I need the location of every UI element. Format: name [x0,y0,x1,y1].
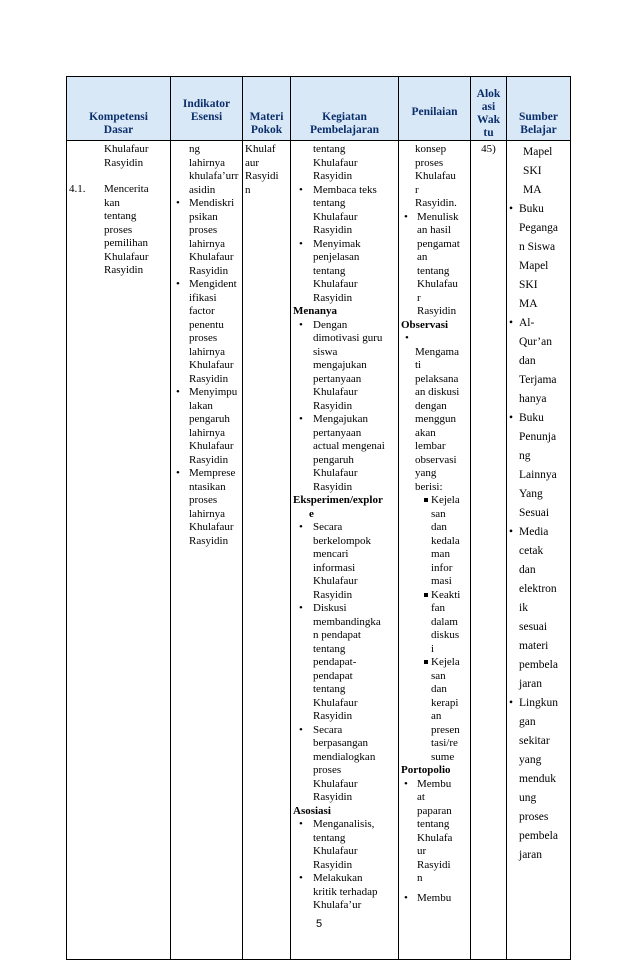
text-line: observasi [415,453,457,466]
text-line: • Buku [519,203,544,215]
kegiatan-item [293,602,396,724]
text-line: • Menganalisis, [313,818,375,830]
text-line: n Siswa [519,241,556,253]
text-line: presen [431,723,460,736]
kegiatan-mengamati-list [293,184,396,306]
text-line: Rasyidi [245,170,279,182]
text-line: ung [519,792,537,804]
cell-kompetensi-dasar [67,141,171,960]
indikator-item [173,467,240,548]
text-line: ik [519,602,528,614]
text-line: kerapi [431,696,459,709]
text-line: tentang [313,831,346,844]
text-line: lahirnya [189,237,226,250]
cell-kegiatan-pembelajaran [291,141,399,960]
text-line: asidin [189,183,216,196]
text-line: lahirnya [189,507,226,520]
text-line: proses [415,156,444,169]
text-line: at [417,791,425,803]
text-line: Penunja [519,431,557,443]
text-line: Khulafaur [104,250,149,263]
text-line: • Buku [519,412,544,424]
text-line: Rasyidin [313,710,353,722]
kegiatan-asosiasi-list [293,818,396,913]
text-line: • Membu [417,891,452,904]
text-line: san [431,507,446,520]
text-line: Khulafaur [313,845,358,857]
indikator-item [173,386,240,467]
text-line: pengamat [417,237,460,250]
text-line: pemilihan [104,237,148,249]
text-line: dimotivasi guru [313,332,383,344]
text-line: • Mengident [189,278,237,290]
page-number: 5 [315,918,323,930]
text-line: materi [519,640,549,652]
penilaian-portopolio-title: Portopolio [401,764,451,776]
text-line: • Diskusi [313,602,347,614]
text-line: infor [431,561,453,574]
text-line: r [415,183,419,196]
penilaian-continuation [401,143,468,211]
cell-penilaian [399,141,471,960]
text-line: yang [415,467,437,479]
text-line: an diskusi [415,386,460,398]
text-line: Khulafaur [313,156,358,169]
sumber-continuation [509,143,568,200]
kegiatan-menanya-list [293,319,396,495]
kegiatan-item [293,521,396,602]
text-line: ntasikan [189,480,226,493]
text-line: Khulafaur [313,467,358,479]
kegiatan-continuation [293,143,396,184]
text-line: berkelompok [313,534,372,547]
table-row [67,141,571,960]
text-line: dan [519,355,536,367]
text-line: • Dengan [313,318,348,331]
portopolio-item [401,778,468,886]
text-line: Rasyidin [104,264,144,276]
text-line: menggun [415,413,456,425]
text-line: pembela [519,830,558,842]
sumber-item [509,200,568,314]
text-line: membandingka [313,615,381,628]
text-line: Mencerita [104,183,149,195]
sumber-item [509,523,568,694]
text-line: Keakti [431,588,461,601]
text-line: Khulafaur [313,278,358,290]
text-line: Khulafa’ur [313,899,362,911]
text-line: pengaruh [313,453,354,466]
text-line: Qur’an [519,336,552,348]
text-line: Kejela [431,494,460,506]
header-kompetensi-dasar: Kompetensi Dasar [67,77,171,141]
penilaian-menulis-list [401,211,468,319]
text-line: pendapat [313,669,353,682]
text-line: mencari [313,548,349,560]
text-line: akan [415,426,436,439]
text-line: dan [519,564,536,576]
kegiatan-eksperimen-list [293,521,396,805]
sumber-item [509,314,568,409]
text-line: pertanyaan [313,426,362,439]
text-line: Rasyidin [189,534,229,547]
text-line: lahirnya [189,156,226,169]
text-line: sume [431,750,455,763]
observasi-item [423,589,468,657]
text-line: Mapel [523,146,553,158]
text-line: n [417,872,423,884]
text-line: tentang [313,197,346,209]
text-line: menduk [519,773,557,785]
text-line: • Membaca teks [313,183,377,196]
penilaian-observasi-title: Observasi [401,318,449,331]
text-line: • Lingkun [519,697,558,709]
text-line: ti [415,359,422,371]
text-line: MA [523,184,542,196]
text-line: • Melakukan [313,872,363,884]
portopolio-item [401,892,468,906]
text-line: dan [431,683,447,695]
text-line: Rasyidin [313,791,353,803]
text-line: an hasil [417,224,451,236]
text-line: SKI [519,279,538,291]
text-line: Rasyidin [104,156,144,169]
text-line: cetak [519,545,544,557]
text-line: dan [431,521,447,533]
text-line: berpasangan [313,737,368,749]
text-line: Lainnya [519,469,557,481]
text-line: fan [431,602,446,614]
text-line: ur [417,845,427,857]
text-line: • Media [519,526,549,538]
text-line: siswa [313,345,338,358]
text-line: kedala [431,534,460,547]
text-line: SKI [523,165,542,177]
text-line: tentang [313,642,346,655]
text-line: proses [313,764,342,776]
text-line: man [431,548,450,560]
text-line: • Menulisk [417,210,459,223]
text-line: yang [519,754,542,766]
text-line: Rasyidin [417,305,457,317]
text-line: • Membu [417,777,452,790]
text-line: Rasyidin [189,264,229,277]
text-line: proses [189,494,218,506]
text-line: factor [189,305,215,317]
text-line: tentang [417,264,450,277]
alokasi-waktu-text: 45) [481,143,496,155]
text-line: Mapel [519,260,549,272]
text-line: sesuai [519,621,548,633]
text-line: Rasyidin [313,588,353,601]
text-line: Khulafaur [189,521,234,533]
sumber-item [509,694,568,865]
text-line: an [417,251,428,263]
text-line: ifikasi [189,291,217,304]
text-line: • Mempresе [189,467,236,479]
cell-sumber-belajar [507,141,571,960]
sumber-item [509,409,568,523]
header-sumber-belajar: Sumber Belajar [507,77,571,141]
text-line: ng [519,450,531,462]
text-line: Khulafaur [313,386,358,398]
header-kegiatan-pembelajaran: Kegiatan Pembelajaran [291,77,399,141]
text-line: Peganga [519,222,558,234]
cell-materi-pokok [243,141,291,960]
observasi-item [423,656,468,764]
text-line: Rasyidin [313,291,353,304]
cell-indikator-esensi [171,141,243,960]
header-alokasi-waktu: Alok asi Wak tu [471,77,507,141]
text-line: Khulafaur [189,359,234,371]
penilaian-observasi-text [401,346,468,495]
text-line: penjelasan [313,251,360,263]
text-line: tentang [104,210,137,222]
text-line: actual mengenai [313,440,385,452]
text-line: lakan [189,399,213,412]
indikator-list [173,197,240,548]
text-line: Khulafaur [189,251,234,263]
text-line: Khulaf [245,143,276,155]
text-line: pembela [519,659,558,671]
text-line: jaran [519,849,542,861]
text-line: diskus [431,629,460,641]
text-line: Khulafaur [104,143,149,155]
header-penilaian: Penilaian [399,77,471,141]
text-line: dengan [415,399,447,412]
text-line: mengajukan [313,359,367,371]
text-line: Khulafau [417,278,458,290]
indikator-continuation [173,143,240,197]
text-line: tasi/re [431,737,458,749]
text-line: Khulafaur [313,777,358,790]
text-line: kritik terhadap [313,885,378,898]
text-line: gan [519,716,536,728]
text-line: Rasyidin [189,453,229,466]
penilaian-observasi-items [401,494,468,764]
text-line: khulafa’urr [189,170,239,182]
text-line: proses [189,224,218,236]
text-line: MA [519,298,538,310]
text-line: sekitar [519,735,550,747]
text-line: Yang [519,488,543,500]
text-line: • Secara [313,723,343,736]
observasi-bullet: • [405,332,409,344]
text-line: Sesuai [519,507,550,519]
indikator-item [173,278,240,386]
text-line: Rasyidin [313,170,353,182]
text-line: hanya [519,393,547,405]
text-line: Kejela [431,656,460,668]
text-line: tentang [417,818,450,830]
text-line: lembar [415,440,446,452]
header-indikator-esensi: Indikator Esensi [171,77,243,141]
text-line: • Al- [519,317,535,329]
text-line: informasi [313,561,356,574]
sumber-list [509,200,568,865]
text-line: tentang [313,683,346,695]
text-line: Rasyidin [313,480,353,493]
text-line: tentang [313,264,346,277]
text-line: • Mengajukan [313,413,368,425]
text-line: an [431,710,442,722]
text-line: n [245,183,251,196]
text-line: mendialogkan [313,750,376,763]
kegiatan-item [293,872,396,913]
text-line: lahirnya [189,426,226,439]
kegiatan-item [293,319,396,414]
text-line: jaran [519,678,542,690]
text-line: • Menyimpu [189,386,238,398]
text-line: pengaruh [189,413,230,425]
text-line: pelaksana [415,372,459,385]
text-line: • Menyimak [313,237,361,250]
text-line: kan [104,196,120,209]
text-line: paparan [417,804,452,817]
text-line: Rasyidi [417,858,451,871]
text-line: r [417,291,421,304]
observasi-item [423,494,468,589]
text-line: ng [189,143,200,155]
text-line: Rasyidin [313,224,353,236]
text-line: Khulafaur [313,696,358,709]
cell-alokasi-waktu [471,141,507,960]
indikator-item [173,197,240,278]
text-line: dalam [431,615,458,628]
text-line: san [431,669,446,682]
kegiatan-asosiasi-title: Asosiasi [293,804,331,817]
header-materi-pokok: Materi Pokok [243,77,291,141]
penilaian-item [401,211,468,319]
text-line: Khulafaur [313,210,358,223]
text-line: Khulafaur [189,440,234,452]
text-line: Terjama [519,374,557,386]
materi-pokok-text [243,141,290,197]
text-line: proses [104,223,133,236]
text-line: Khulafau [415,170,456,182]
text-line: elektron [519,583,557,595]
text-line: Rasyidin [313,858,353,871]
text-line: n pendapat [313,629,361,641]
text-line: berisi: [415,480,443,493]
text-line: pendapat- [313,656,357,668]
kompetensi-item-number: 4.1. [69,183,86,195]
text-line: masi [431,575,452,587]
kegiatan-item [293,413,396,494]
text-line: lahirnya [189,345,226,358]
text-line: pertanyaan [313,372,362,385]
text-line: tentang [313,143,346,155]
kegiatan-item [293,724,396,805]
text-line: Rasyidin. [415,197,457,209]
kegiatan-menanya-title: Menanya [293,305,337,317]
table-header-row [67,77,571,141]
text-line: penentu [189,318,224,331]
text-line: i [431,642,435,655]
kegiatan-item [293,184,396,238]
kompetensi-continuation [69,143,168,170]
text-line: psikan [189,210,218,223]
text-line: Rasyidin [189,372,229,385]
text-line: Khulafaur [313,575,358,587]
kegiatan-eksperimen-title: Eksperimen/explor e [293,494,383,520]
kegiatan-item [293,818,396,872]
text-line: Mengama [415,345,459,358]
penilaian-portopolio-list [401,778,468,906]
text-line: aur [245,156,260,169]
text-line: konsep [415,143,447,155]
text-line: Rasyidin [313,399,353,412]
kompetensi-item-text [104,183,149,278]
text-line: proses [519,811,549,823]
text-line: Khulafa [417,831,453,844]
text-line: proses [189,332,218,344]
kegiatan-item [293,238,396,306]
lesson-plan-table [66,76,571,960]
text-line: • Mendiskri [189,197,235,209]
text-line: • Secara [313,521,343,533]
